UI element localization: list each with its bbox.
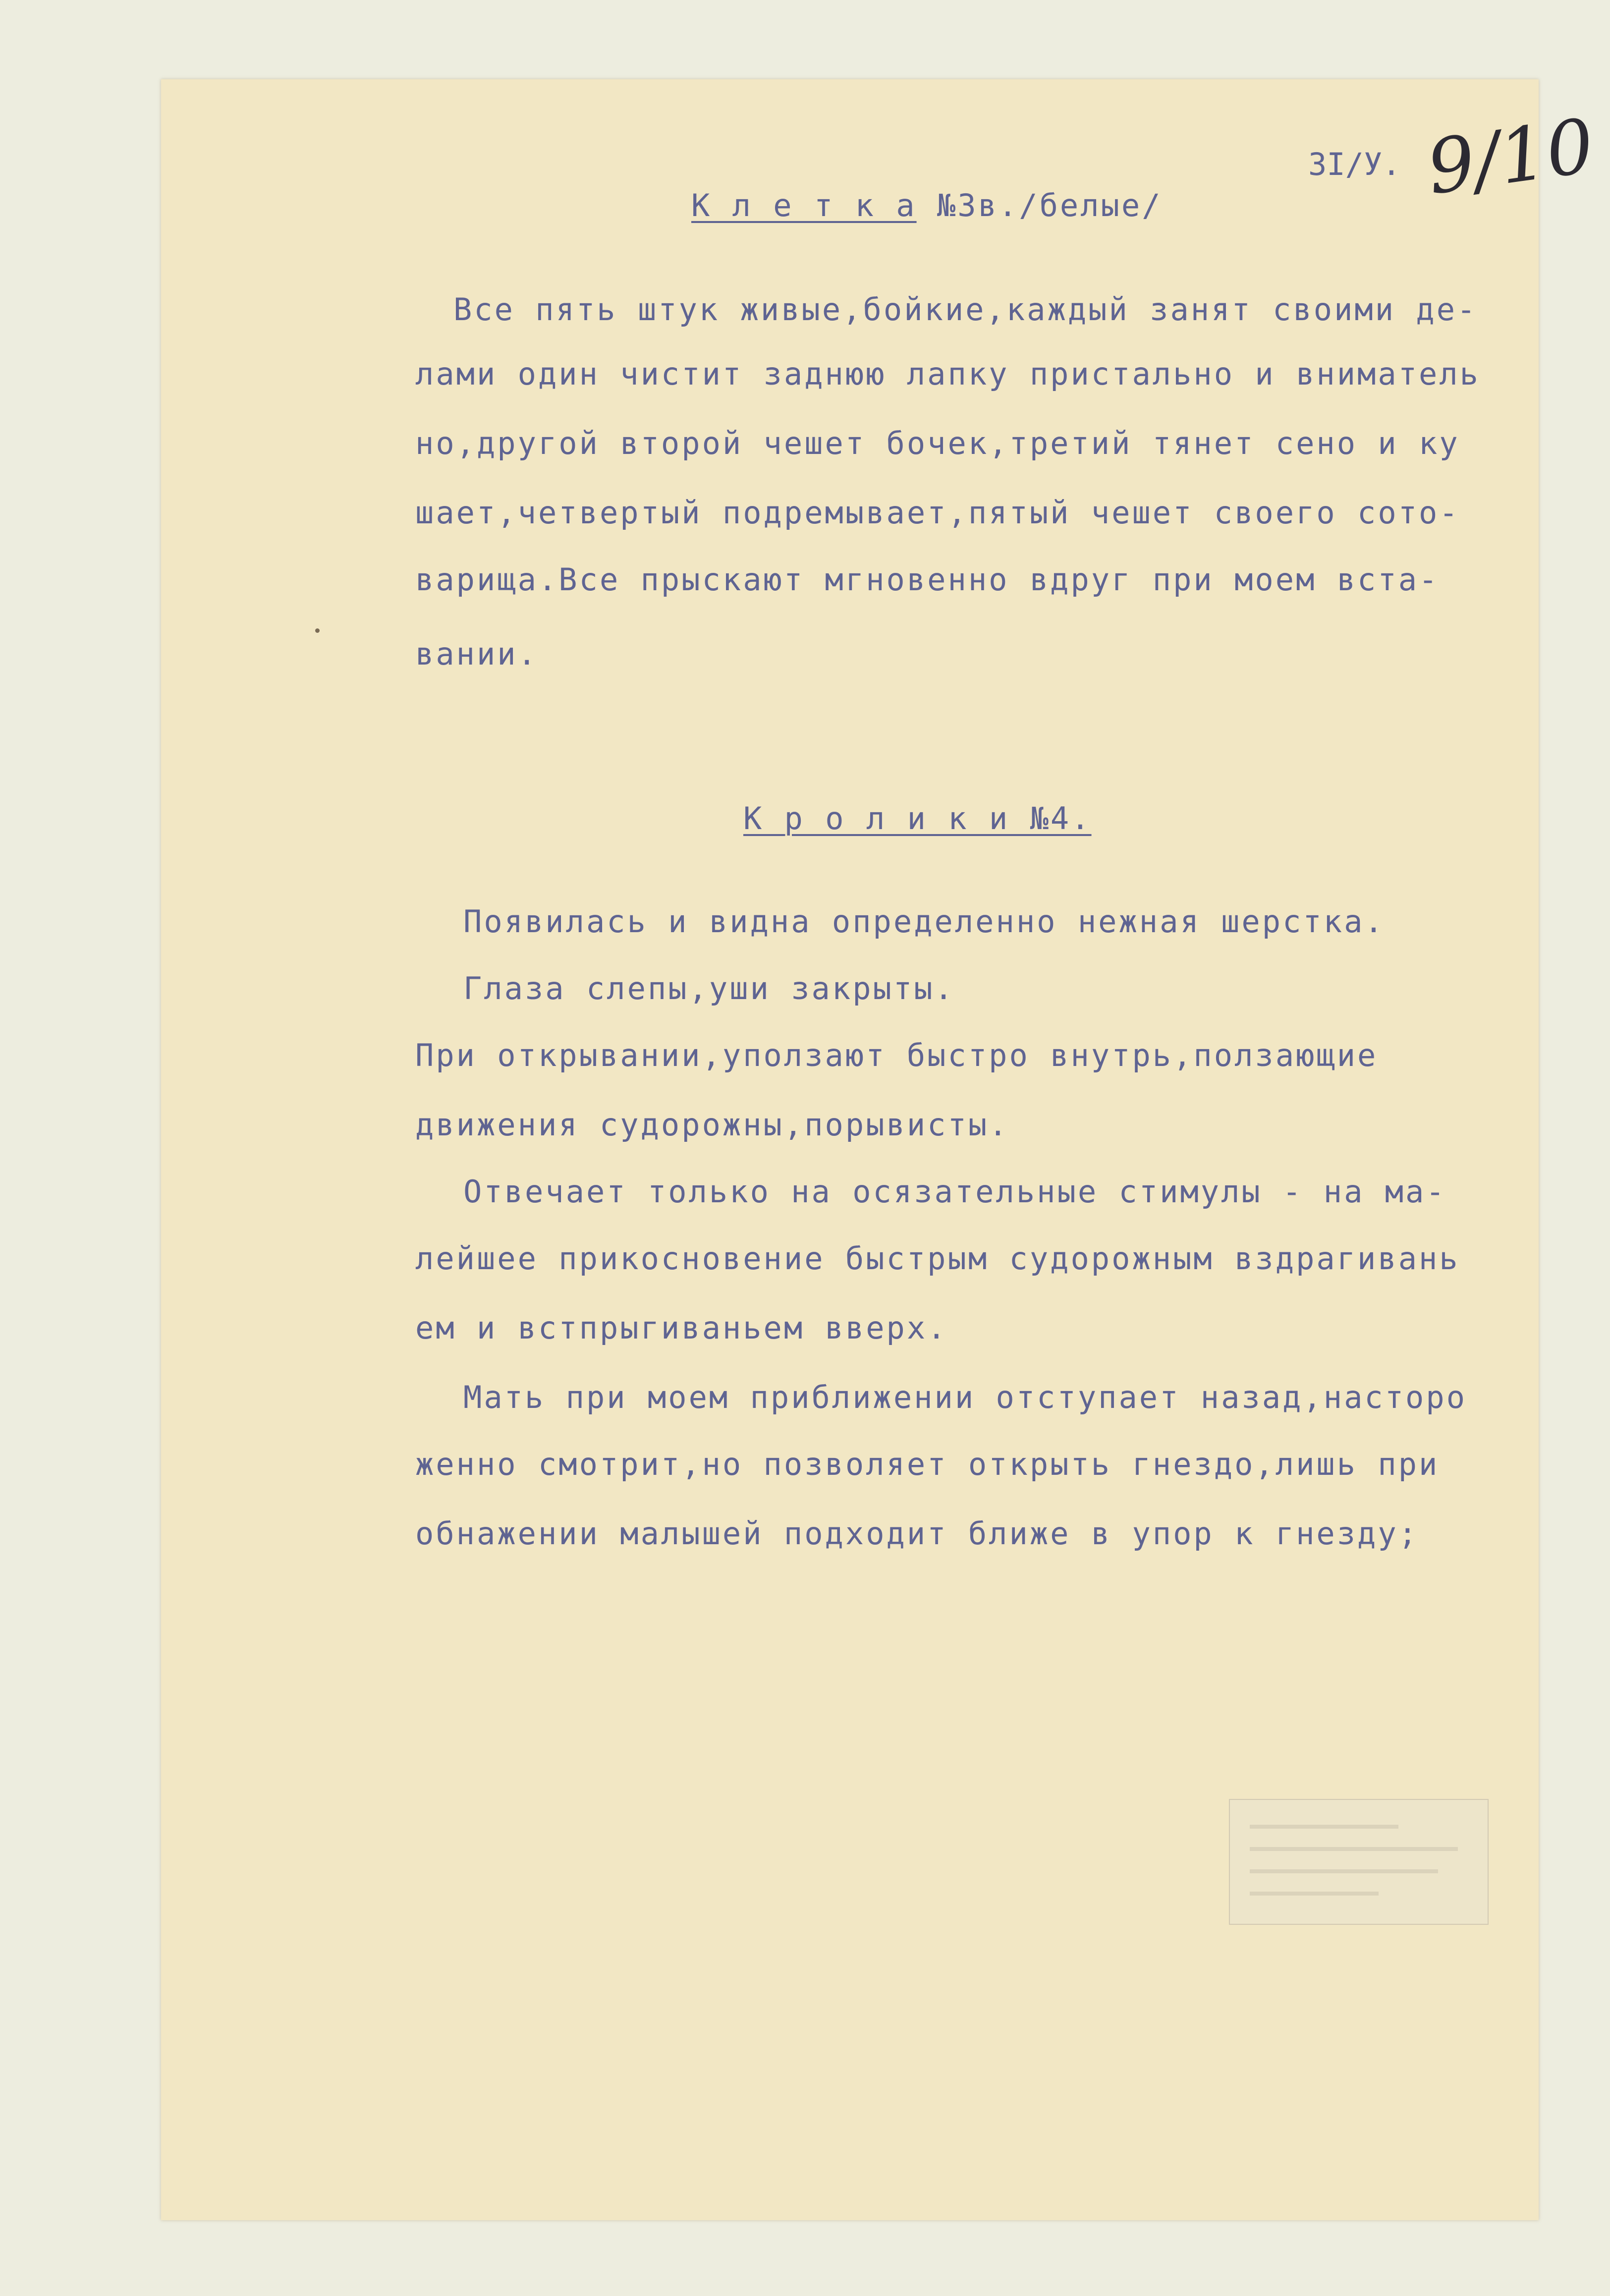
section-title-cage-rest: №3в./белые/ xyxy=(916,187,1163,224)
paragraph-line: шает,четвертый подремывает,пятый чешет своего сото- xyxy=(415,495,1460,531)
page-number: 3I/У. xyxy=(1308,146,1401,182)
paragraph-line: Отвечает только на осязательные стимулы - на ма- xyxy=(463,1174,1446,1210)
paragraph-line: обнажении малышей подходит ближе в упор к гнезду; xyxy=(415,1515,1419,1552)
archive-stamp xyxy=(1229,1799,1489,1925)
paragraph-line: варища.Все прыскают мгновенно вдруг при моем вста- xyxy=(415,561,1440,598)
paragraph-line: Мать при моем приближении отступает назад,насторо xyxy=(463,1379,1467,1415)
section-title-cage-spaced: К л е т к а xyxy=(691,187,917,224)
section-title-cage xyxy=(691,187,1163,224)
handwritten-folio-number: 9/10 xyxy=(1422,103,1600,212)
paragraph-line: лейшее прикосновение быстрым судорожным вздрагивань xyxy=(415,1240,1460,1277)
paragraph-line: Глаза слепы,уши закрыты. xyxy=(463,970,955,1007)
paragraph-line: Все пять штук живые,бойкие,каждый занят своими де- xyxy=(453,291,1478,328)
stamp-text-line xyxy=(1250,1892,1379,1896)
paragraph-line: лами один чистит заднюю лапку пристально и вниматель xyxy=(415,356,1481,392)
paragraph-line: При открывании,уползают быстро внутрь,ползающие xyxy=(415,1037,1378,1073)
paragraph-line: движения судорожны,порывисты. xyxy=(415,1107,1009,1143)
paragraph-line: но,другой второй чешет бочек,третий тянет сено и ку xyxy=(415,425,1460,461)
stamp-text-line xyxy=(1250,1825,1398,1829)
section-title-rabbits: К р о л и к и №4. xyxy=(743,800,1092,837)
stamp-text-line xyxy=(1250,1869,1438,1873)
paragraph-line: ем и встпрыгиваньем вверх. xyxy=(415,1310,948,1346)
paper-speck xyxy=(315,628,320,633)
paragraph-line: вании. xyxy=(415,636,538,672)
stamp-text-line xyxy=(1250,1847,1458,1851)
paragraph-line: Появилась и видна определенно нежная шерстка. xyxy=(463,903,1385,940)
paragraph-line: женно смотрит,но позволяет открыть гнездо,лишь при xyxy=(415,1446,1440,1482)
